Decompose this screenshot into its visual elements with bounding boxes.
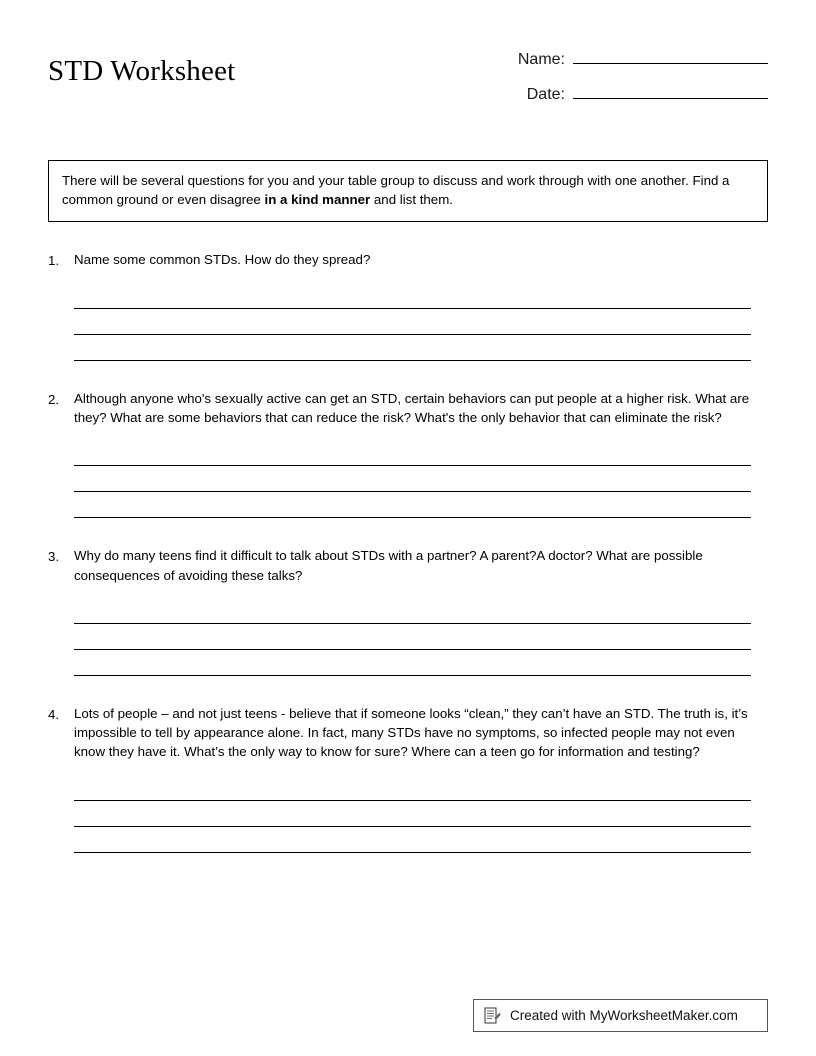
question-2-number: 2. bbox=[48, 391, 60, 407]
name-field-input[interactable] bbox=[573, 48, 768, 64]
questions-list bbox=[48, 250, 768, 853]
answer-lines-4 bbox=[74, 771, 751, 853]
answer-line[interactable] bbox=[74, 279, 751, 309]
name-date-fields bbox=[468, 48, 768, 118]
question-1 bbox=[48, 250, 768, 270]
instructions-text-after: and list them. bbox=[370, 192, 453, 208]
answer-line[interactable] bbox=[74, 594, 751, 624]
question-3-text: Why do many teens find it difficult to talk about STDs with a partner? A parent?A doctor? What are possible consequences of avoiding these talks? bbox=[74, 548, 703, 583]
answer-line[interactable] bbox=[74, 492, 751, 518]
question-3 bbox=[48, 546, 768, 585]
page-title: STD Worksheet bbox=[48, 55, 236, 87]
date-field-input[interactable] bbox=[573, 83, 768, 99]
instructions-text-before: There will be several questions for you and your table group to discuss and work through with one another. Find a common ground or even disagree bbox=[62, 173, 730, 208]
instructions-text-bold: in a kind manner bbox=[264, 192, 371, 208]
answer-line[interactable] bbox=[74, 771, 751, 801]
question-2 bbox=[48, 389, 768, 428]
answer-line[interactable] bbox=[74, 466, 751, 492]
worksheet-header bbox=[48, 48, 768, 118]
created-with-label: Created with MyWorksheetMaker.com bbox=[510, 1008, 738, 1023]
date-field-row bbox=[468, 83, 768, 104]
question-block-4 bbox=[48, 704, 768, 853]
created-with-badge[interactable] bbox=[473, 999, 768, 1032]
answer-line[interactable] bbox=[74, 827, 751, 853]
answer-line[interactable] bbox=[74, 650, 751, 676]
question-block-2 bbox=[48, 389, 768, 519]
answer-lines-2 bbox=[74, 436, 751, 518]
question-1-text: Name some common STDs. How do they spread? bbox=[74, 251, 371, 267]
question-1-number: 1. bbox=[48, 252, 60, 268]
question-block-1 bbox=[48, 250, 768, 361]
worksheet-maker-logo-icon bbox=[484, 1007, 501, 1024]
question-4 bbox=[48, 704, 768, 762]
question-2-text: Although anyone who's sexually active can get an STD, certain behaviors can put people at a higher risk. What are they? What are some behaviors that can reduce the risk? What's the only behavior that can eliminate the risk? bbox=[74, 390, 750, 426]
date-field-label: Date: bbox=[526, 86, 565, 103]
question-4-number: 4. bbox=[48, 706, 60, 722]
footer-badge-container bbox=[473, 999, 768, 1032]
name-field-label: Name: bbox=[517, 51, 565, 68]
question-block-3 bbox=[48, 546, 768, 676]
question-3-number: 3. bbox=[48, 549, 60, 565]
answer-line[interactable] bbox=[74, 309, 751, 335]
name-field-row bbox=[468, 48, 768, 69]
answer-line[interactable] bbox=[74, 801, 751, 827]
answer-line[interactable] bbox=[74, 436, 751, 466]
answer-lines-3 bbox=[74, 594, 751, 676]
question-4-text: Lots of people – and not just teens - believe that if someone looks “clean,” they can’t have an STD. The truth is, it’s impossible to tell by appearance alone. In fact, many STDs have no symptoms, so infected people may not even know they have it. What’s the only way to know for sure? Where can a teen go for information and testing? bbox=[74, 705, 748, 760]
answer-line[interactable] bbox=[74, 335, 751, 361]
answer-line[interactable] bbox=[74, 624, 751, 650]
instructions-box bbox=[48, 160, 768, 222]
answer-lines-1 bbox=[74, 279, 751, 361]
